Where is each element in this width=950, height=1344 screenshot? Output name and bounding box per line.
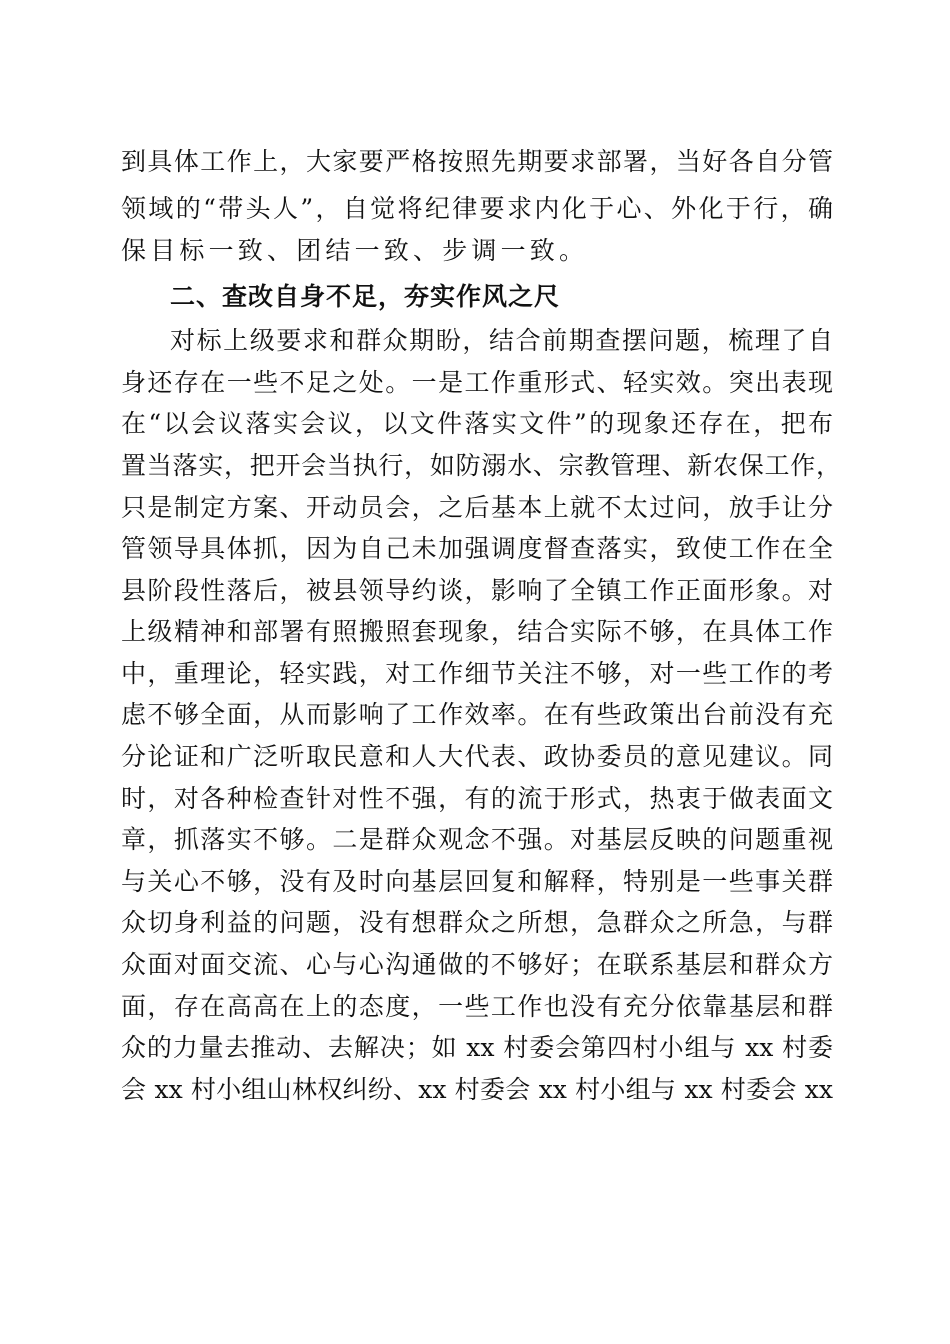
paragraph-2-line-7: 县阶段性落后，被县领导约谈，影响了全镇工作正面形象。对: [121, 576, 833, 605]
paragraph-1-line-1: 到具体工作上，大家要严格按照先期要求部署，当好各自分管: [121, 147, 833, 176]
paragraph-2-line-16: 众面对面交流、心与心沟通做的不够好；在联系基层和群众方: [121, 950, 833, 979]
paragraph-2-line-17: 面，存在高高在上的态度，一些工作也没有充分依靠基层和群: [121, 992, 833, 1021]
paragraph-2-line-6: 管领导具体抓，因为自己未加强调度督查落实，致使工作在全: [121, 534, 833, 563]
paragraph-2-line-8: 上级精神和部署有照搬照套现象，结合实际不够，在具体工作: [121, 617, 833, 646]
section-heading: 二、查改自身不足，夯实作风之尺: [170, 282, 561, 311]
paragraph-2-line-4: 置当落实，把开会当执行，如防溺水、宗教管理、新农保工作，: [121, 451, 841, 480]
paragraph-2-line-5: 只是制定方案、开动员会，之后基本上就不太过问，放手让分: [121, 493, 833, 522]
paragraph-2-line-2: 身还存在一些不足之处。一是工作重形式、轻实效。突出表现: [121, 368, 833, 397]
paragraph-1-line-2: 领域的“带头人”，自觉将纪律要求内化于心、外化于行，确: [121, 194, 833, 223]
paragraph-2-line-19: 会 xx 村小组山林权纠纷、xx 村委会 xx 村小组与 xx 村委会 xx: [121, 1075, 833, 1104]
paragraph-2-line-15: 众切身利益的问题，没有想群众之所想，急群众之所急，与群: [121, 908, 833, 937]
paragraph-2-line-11: 分论证和广泛听取民意和人大代表、政协委员的意见建议。同: [121, 742, 833, 771]
paragraph-2-line-1: 对标上级要求和群众期盼，结合前期查摆问题，梳理了自: [170, 326, 833, 355]
paragraph-2-line-9: 中，重理论，轻实践，对工作细节关注不够，对一些工作的考: [121, 659, 833, 688]
paragraph-2-line-10: 虑不够全面，从而影响了工作效率。在有些政策出台前没有充: [121, 700, 833, 729]
paragraph-2-line-12: 时，对各种检查针对性不强，有的流于形式，热衷于做表面文: [121, 784, 833, 813]
paragraph-1-line-3: 保目标一致、团结一致、步调一致。: [121, 236, 589, 265]
paragraph-2-line-14: 与关心不够，没有及时向基层回复和解释，特别是一些事关群: [121, 867, 833, 896]
paragraph-2-line-13: 章，抓落实不够。二是群众观念不强。对基层反映的问题重视: [121, 825, 833, 854]
paragraph-2-line-18: 众的力量去推动、去解决；如 xx 村委会第四村小组与 xx 村委: [121, 1033, 833, 1062]
paragraph-2-line-3: 在“以会议落实会议，以文件落实文件”的现象还存在，把布: [121, 409, 833, 438]
